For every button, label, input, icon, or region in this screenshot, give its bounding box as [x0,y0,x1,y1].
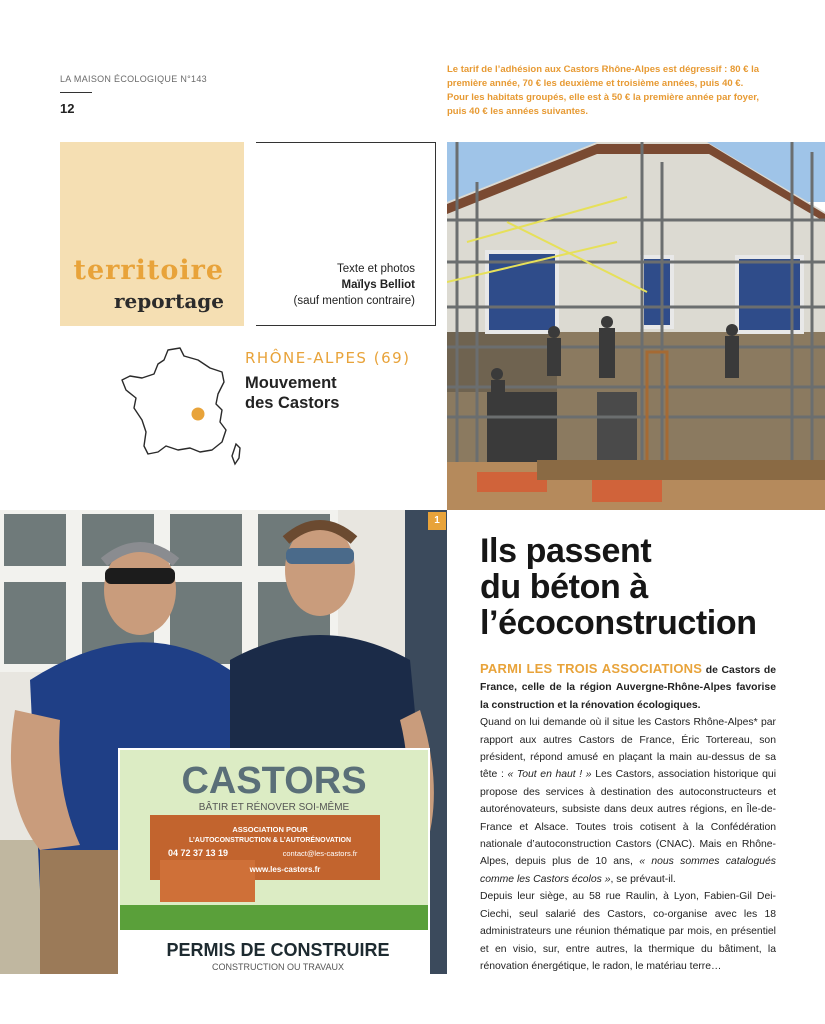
section-title: Mouvement des Castors [245,374,340,412]
sign-tagline: BÂTIR ET RÉNOVER SOI-MÊME [198,802,350,813]
article-paragraph-2: Depuis leur siège, au 58 rue Raulin, à Lyon, Fabien-Gil Dei-Ciechi, seul salarié des Castors, co-organise avec les 18 administrateurs une réunion thématique par mois, en présentiel et en visio, sur, entre autres, la thermique du bâtiment, la rénovation énergétique, le radon, le matériau terre… [480,891,776,972]
sign-permis-sub: CONSTRUCTION OU TRAVAUX [211,962,345,972]
sign-email: contact@les-castors.fr [282,849,358,858]
article-lead: PARMI LES TROIS ASSOCIATIONS de Castors de France, celle de la région Auvergne-Rhône-Alpes favorise la construction et la rénovation écologiques. [480,661,777,711]
headline: Ils passent du béton à l’écoconstruction [480,532,757,642]
page-number: 12 [60,101,75,116]
region-label: RHÔNE-ALPES (69) [245,349,411,367]
article-paragraph-1: Quand on lui demande où il situe les Castors Rhône-Alpes* par rapport aux autres Castors de France, Éric Tortereau, son président, répond amusé en plaçant la main au-dessus de sa tête : « Tout en haut ! » Les Castors, association historique qui propose des services à destination des autoconstructeurs et autorénovateurs, subsiste dans deux autres régions, en Île-de-France et Alsace. Toutes trois cotisent à la Confédération nationale d’autoconstruction Castors (CNAC). Mais en Rhône-Alpes, depuis plus de 10 ans, « nous sommes catalogués comme les Castors écolos », se prévaut-il. [480,717,777,885]
rubrique-territoire: territoire [73,255,224,286]
lyon-marker [192,408,205,421]
credits-note: (sauf mention contraire) [293,295,415,307]
credits-author: Maïlys Belliot [341,279,415,291]
photo-badge: 1 [428,512,446,530]
magazine-header: LA MAISON ÉCOLOGIQUE N°143 [60,74,207,84]
sign-permis: PERMIS DE CONSTRUIRE [166,940,390,960]
header-rule [60,92,92,93]
sign-website: www.les-castors.fr [249,865,321,874]
photo-renovation [447,142,825,510]
france-map-icon [118,346,253,471]
credits-line: Texte et photos [337,263,415,275]
sign-assoc-2: L’AUTOCONSTRUCTION & L’AUTORÉNOVATION [188,837,352,844]
article-body [480,660,776,975]
sign-phone: 04 72 37 13 19 [167,848,229,858]
sign-assoc-1: ASSOCIATION POUR [232,825,308,834]
corsica-shape [232,444,240,464]
credits-box [256,142,436,326]
photo-castors-members [0,510,447,974]
sign-brand: CASTORS [181,760,367,802]
tarif-note: Le tarif de l’adhésion aux Castors Rhône-Alpes est dégressif : 80 € la première année, 70 € les deuxième et troisième années, puis 40 €. Pour les habitats groupés, elle est à 50 € la première année par foyer, puis 40 € les années suivantes. [447,64,760,117]
rubrique-reportage: reportage [113,289,224,313]
